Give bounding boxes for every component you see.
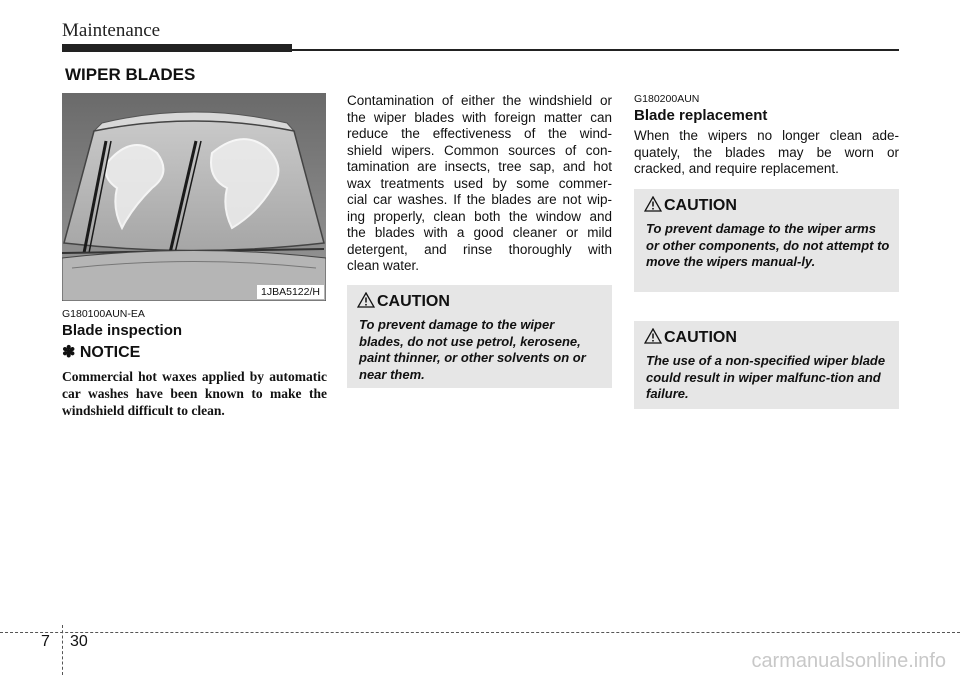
paragraph-line: Contamination of either the windshield or: [347, 93, 612, 108]
caution-text: The use of a non-specified wiper blade could result in wiper malfunc-tion and failure.: [646, 353, 886, 401]
chapter-number: 7: [41, 633, 50, 650]
header-bar: [62, 44, 292, 52]
paragraph-line: shield wipers. Common sources of con-: [347, 142, 612, 158]
caution-title: CAUTION: [664, 197, 737, 214]
paragraph-line: quately, the blades may be worn or: [634, 144, 899, 160]
contamination-paragraph: [347, 93, 612, 275]
header-rule: [292, 49, 899, 51]
header-title: Maintenance: [62, 20, 161, 41]
caution-box-nonspecified-blade: [634, 321, 899, 409]
warning-triangle-icon: [644, 328, 662, 344]
section-title: WIPER BLADES: [65, 65, 196, 84]
paragraph-line: the wiper blades with foreign matter can: [347, 109, 612, 125]
inspection-heading: Blade inspection: [62, 322, 183, 339]
inspection-code: G180100AUN-EA: [62, 308, 145, 320]
footer-divider: [62, 625, 63, 675]
warning-triangle-icon: [644, 196, 662, 212]
windshield-illustration: [62, 93, 326, 301]
paragraph-line: tamination are insects, tree sap, and hot: [347, 159, 612, 174]
replacement-heading: Blade replacement: [634, 107, 768, 124]
footer-rule: [0, 632, 960, 633]
notice-title: ✽ NOTICE: [62, 344, 141, 361]
notice-text: Commercial hot waxes applied by automatic car washes have been known to make the windshield difficult to clean.: [62, 369, 327, 418]
paragraph-line: wax treatments used by some commer-: [347, 175, 612, 191]
warning-triangle-icon: [357, 292, 375, 308]
page-number: 30: [70, 633, 88, 650]
replacement-code: G180200AUN: [634, 93, 700, 105]
paragraph-line: reduce the effectiveness of the wind-: [347, 126, 612, 141]
watermark: carmanualsonline.info: [751, 650, 946, 672]
windshield-drawing: [62, 93, 326, 301]
caution-box-solvents: [347, 285, 612, 388]
caution-title: CAUTION: [664, 329, 737, 346]
paragraph-line: When the wipers no longer clean ade-: [634, 128, 899, 143]
paragraph-line: clean water.: [347, 258, 420, 273]
paragraph-line: the blades with a good cleaner or mild: [347, 225, 612, 240]
replacement-paragraph: [634, 128, 899, 178]
caution-text: To prevent damage to the wiper blades, do not use petrol, kerosene, paint thinner, or other solvents on or near them.: [359, 317, 586, 382]
paragraph-line: ing properly, clean both the window and: [347, 208, 612, 224]
figure-label: 1JBA5122/H: [257, 285, 324, 299]
caution-text: To prevent damage to the wiper arms or other components, do not attempt to move the wipers manual-ly.: [646, 221, 890, 269]
caution-title: CAUTION: [377, 293, 450, 310]
paragraph-line: detergent, and rinse thoroughly with: [347, 241, 612, 257]
paragraph-line: cracked, and require replacement.: [634, 161, 839, 176]
caution-box-manual-move: [634, 189, 899, 292]
paragraph-line: cial car washes. If the blades are not wip-: [347, 192, 612, 207]
